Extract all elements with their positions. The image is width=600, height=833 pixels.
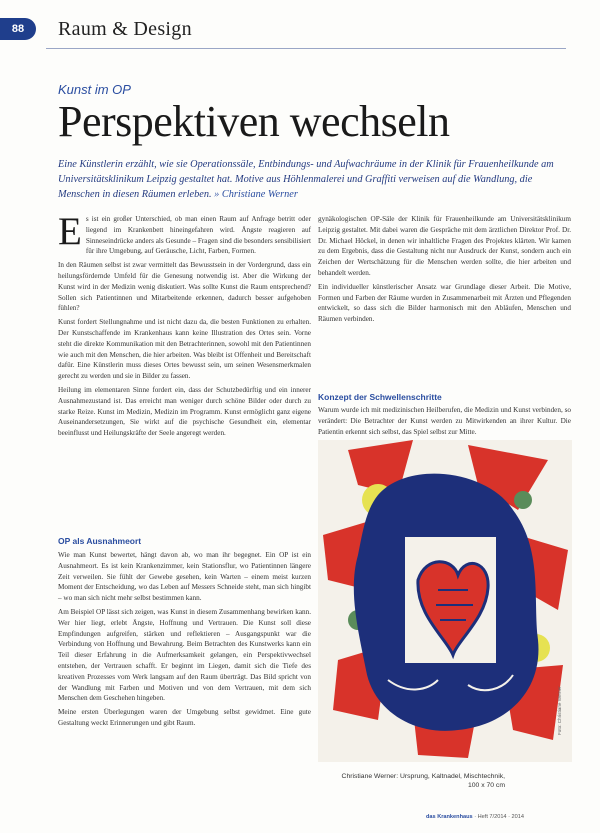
- paragraph: Heilung im elementaren Sinne fordert ein, dass der Schutzbedürftig und ein innerer Ausnahmezustand ist. Das erreicht man weniger durch schöne Bilder oder durch zu starke Reize. Kunst im Medizin, Medizin im Programm. Kunst ermöglicht ganz eigene Auseinandersetzungen, Sie wirkt auf die psychische Gesundheit ein, elementar beeinflusst und Heilungskräfte der Seele angeregt werden.: [58, 385, 311, 438]
- article-lead: [58, 157, 568, 202]
- paragraph: Wie man Kunst bewertet, hängt davon ab, wo man ihr begegnet. Ein OP ist ein Ausnahmeort. Es ist kein Krankenzimmer, kein Stationsflur, wo Patientinnen längere Zeit verweilen. Sie fühlt der Gewebe gesehen, kein Warten – einem meist kurzen Moment der Entscheidung, wo das Leben auf Messers Schneide steht, man sich hingibt – wo man sich nicht mehr selbst bestimmen kann.: [58, 551, 311, 603]
- section-title: Raum & Design: [58, 18, 192, 40]
- lead-author: » Christiane Werner: [214, 189, 298, 200]
- article-kicker: Kunst im OP: [58, 82, 131, 97]
- page-footer: [426, 814, 524, 820]
- paragraph: Warum wurde ich mit medizinischen Heilberufen, die Medizin und Kunst verbinden, so verändert: Die Betrachter der Kunst werden zu Mitwirkenden an ihrer Kultur. Die Patientin erkennt sich selbst, das Spiel selbst zur Mitte.: [318, 406, 571, 436]
- drop-cap: E: [58, 210, 82, 253]
- footer-issue: · Heft 7/2014 · 2014: [474, 814, 524, 820]
- footer-brand: das Krankenhaus: [426, 814, 473, 820]
- paragraph: Am Beispiel OP lässt sich zeigen, was Kunst in diesem Zusammenhang bewirken kann. Wer hier liegt, erlebt Ängste, Hoffnung und Vertrauen. Die Kunst soll diese Empfindungen aufgreifen, stärken und reflektieren – Ausgangspunkt war die Verbindung von Hoffnung und Bewahrung. Beim Betrachten des Kunstwerks kann ein Teil dieser Erfahrung in die Aufmerksamkeit gelangen, ein Perspektivwechsel entstehen, der Vertrauen schafft. Er beginnt im Liegen, damit sich die Tiefe des kreativen Prozesses vom Werk langsam auf den Raum überträgt. Das Bild spricht von der Wandlung mit Farben und Motiven und von dem Vertrauen, mit dem sich Menschen dem Geschehen hingeben.: [58, 607, 311, 703]
- column-2-middle: [318, 405, 571, 440]
- paragraph: Kunst fordert Stellungnahme und ist nicht dazu da, die besten Funktionen zu erhalten. Der Kunstschaffende im Krankenhaus kann keine Illustration des Ortes sein. Vorne steht die direkte Kommunikation mit den Betrachterinnen, sowohl mit den Patientinnen wie auch mit den Menschen, die hier arbeiten. Was bleibt ist Offenheit und Bereitschaft dafür. Eine Künstlerin muss dieses Ortes bewusst sein, um seinen Wesensmerkmalen gerecht zu werden und sie in Bilder zu fassen.: [58, 318, 311, 381]
- artwork-caption: Christiane Werner: Ursprung, Kaltnadel, Mischtechnik, 100 x 70 cm: [341, 773, 505, 789]
- page-number-badge: 88: [0, 18, 36, 40]
- column-1-top: [58, 210, 311, 442]
- paragraph-text: s ist ein großer Unterschied, ob man einen Raum auf Anfrage betritt oder liegend im Krankenbett hineingefahren wird. Ängste reagieren auf Sinneseindrücke anders als Gesunde – Fragen sind die besonders sensibilisiert für ihre Umgebung, auf Geräusche, Licht, Farben, Formen.: [85, 215, 311, 256]
- paragraph: Meine ersten Überlegungen waren der Umgebung selbst gewidmet. Eine gute Gestaltung weckt Erinnerungen und gibt Raum.: [58, 708, 311, 727]
- artwork-image: [318, 440, 572, 762]
- paragraph: Ein individueller künstlerischer Ansatz war Grundlage dieser Arbeit. Die Motive, Formen und Farben der Räume wurden in Zusammenarbeit mit Ärzten und Pflegenden entwickelt, so dass sich die Bilder harmonisch mit den Abläufen, Menschen und Räumen verbinden.: [318, 282, 571, 324]
- column-2-top: [318, 214, 571, 328]
- article-title: Perspektiven wechseln: [58, 97, 450, 146]
- lead-text: Eine Künstlerin erzählt, wie sie Operationssäle, Entbindungs- und Aufwachräume in der Klinik für Frauenheilkunde am Universitätsklinikum Leipzig gestaltet hat. Motive aus Höhlenmalerei und Graffiti verweisen auf die Wandlung, die Menschen in diesen Räumen erleben.: [58, 159, 554, 200]
- paragraph: In den Räumen selbst ist zwar vermittelt das Bewusstsein in der Vordergrund, dass ein heilungsfördernde Umfeld für die Genesung notwendig ist. Aber die Wirkung der Kunst wird in der Medizin wenig diskutiert. Was sollte Kunst die Raum entsprechend? Sollen sich Patientinnen und Mitarbeitende erkennen, dadurch besser aufgehoben fühlen?: [58, 261, 311, 313]
- paragraph: gynäkologischen OP-Säle der Klinik für Frauenheilkunde am Universitätsklinikum Leipzig gestaltet. Mit dabei waren die Gespräche mit dem ärztlichen Direktor Prof. Dr. Dr. Michael Höckel, in denen wir inhaltliche Fragen des Projektes klärten. Wir kamen zu dem Ergebnis, dass die Gestaltung nicht nur Ausdruck der Kunst, sondern auch ein Zeichen der Wertschätzung für die Menschen werden sollte, die hier arbeiten und behandelt werden.: [318, 215, 571, 277]
- column-1-bottom: [58, 550, 311, 732]
- photo-credit: Foto: Christiane Werner: [557, 686, 562, 735]
- subheading-op: OP als Ausnahmeort: [58, 536, 142, 546]
- subheading-konzept: Konzept der Schwellenschritte: [318, 392, 442, 402]
- header-rule: [46, 48, 566, 49]
- paragraph: [58, 210, 311, 257]
- artwork-graphic: [318, 440, 572, 762]
